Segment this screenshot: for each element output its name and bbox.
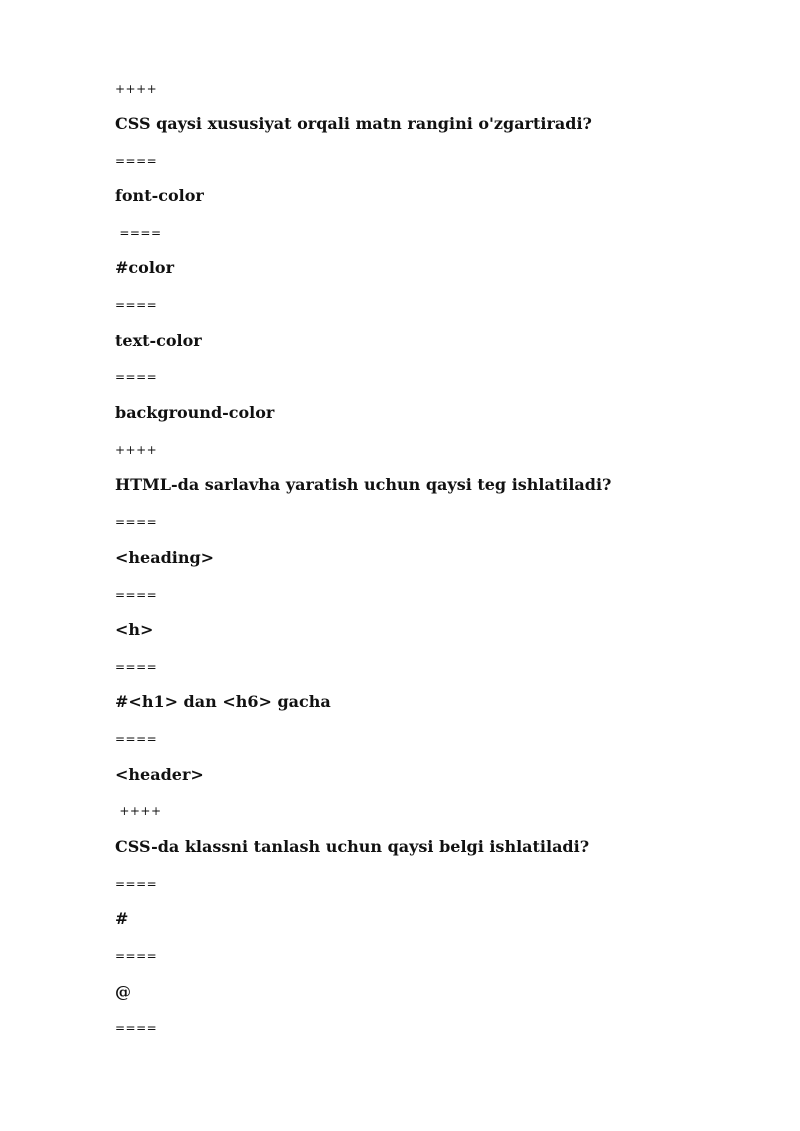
option-separator: ==== xyxy=(115,515,158,529)
answer-option: <h> xyxy=(115,620,154,639)
option-separator: ==== xyxy=(115,877,158,891)
block-separator: ++++ xyxy=(115,443,158,457)
option-separator: ==== xyxy=(115,1021,158,1035)
question-text: CSS qaysi xususiyat orqali matn rangini o'zgartiradi? xyxy=(115,114,592,133)
question-text: CSS-da klassni tanlash uchun qaysi belgi ishlatiladi? xyxy=(115,837,590,856)
answer-option: <heading> xyxy=(115,548,215,567)
answer-option: @ xyxy=(115,982,131,1001)
option-separator: ==== xyxy=(115,588,158,602)
question-text: HTML-da sarlavha yaratish uchun qaysi teg ishlatiladi? xyxy=(115,475,612,494)
answer-option: #<h1> dan <h6> gacha xyxy=(115,692,331,711)
answer-option: <header> xyxy=(115,765,204,784)
answer-option: text-color xyxy=(115,331,202,350)
option-separator: ==== xyxy=(115,298,158,312)
option-separator: ==== xyxy=(115,370,158,384)
option-separator: ==== xyxy=(115,732,158,746)
option-separator: ==== xyxy=(115,660,158,674)
option-separator: ==== xyxy=(115,154,158,168)
block-separator: ++++ xyxy=(115,82,158,96)
answer-option: # xyxy=(115,909,129,928)
option-separator: ==== xyxy=(115,949,158,963)
answer-option: font-color xyxy=(115,186,204,205)
answer-option: background-color xyxy=(115,403,275,422)
block-separator: ++++ xyxy=(115,804,162,818)
option-separator: ==== xyxy=(115,226,162,240)
answer-option: #color xyxy=(115,258,174,277)
